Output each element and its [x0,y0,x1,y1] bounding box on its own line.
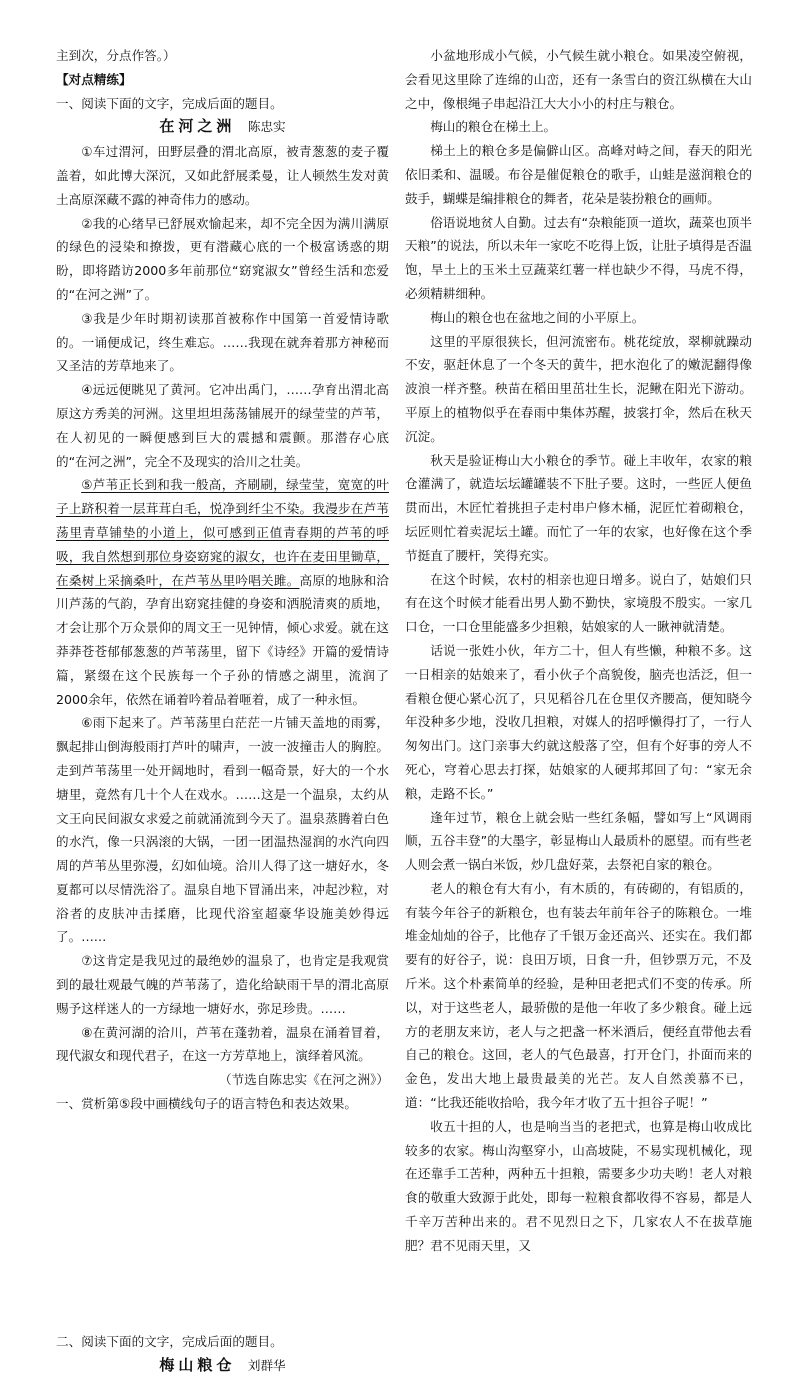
paragraph-5-rest: 高原的地脉和洽川芦荡的气韵，孕育出窈窕挂健的身姿和洒脱清爽的质地，才会让那个万众景仰的周文王一见钟情，倾心求爱。就在这莽莽苍苍郁郁葱葱的芦苇荡里，留下《诗经》开篇的爱情诗篇，紧缀在这个民族每一个子孙的情感之湖里，流润了2000余年，依然在诵着吟着品着咂着，成了一种永恒。 [56,572,390,707]
paragraph-8: ⑧在黄河湖的洽川，芦苇在蓬勃着，温泉在涌着冒着，现代淑女和现代君子，在这一方芳草地上，演绎着风流。 [56,1024,389,1064]
article2-paragraph-7: 秋天是验证梅山大小粮仓的季节。碰上丰收年，农家的粮仓灌满了，就造坛坛罐罐装不下肚子要。这时，一些匠人便鱼贯而出，木匠忙着挑担子走村串户修木桶，泥匠忙着砌粮仓，坛匠则忙着卖泥坛土罐。而忙了一年的农家，也好像在这个季节挺直了腰杆，笑得充实。 [405,452,752,563]
right-column [405,44,752,1258]
article2-paragraph-12: 收五十担的人，也是响当当的老把式，也算是梅山收成比较多的农家。梅山沟壑穿小，山高坡陡，不易实现机械化，现在还靠手工苦种，两种五十担粮，需要多少功夫哟！老人对粮食的敬重大致源于此处，即每一粒粮食都收得不容易，都是人千辛万苦种出来的。君不见烈日之下，几家农人不在拔草施肥？君不见雨天里，又 [405,1118,752,1253]
article2-paragraph-1: 小盆地形成小气候，小气候生就小粮仓。如果凌空俯视，会看见这里除了连绵的山峦，还有一条雪白的资江纵横在大山之中，像根绳子串起沿江大大小小的村庄与粮仓。 [405,48,752,111]
article1-title: 在河之洲 [159,117,236,136]
article2-paragraph-8: 在这个时候，农村的相亲也迎日增多。说白了，姑娘们只有在这个时候才能看出男人勤不勤快，家境殷不殷实。一家几口仓，一口仓里能盛多少担粮，姑娘家的人一瞅神就清楚。 [405,571,752,635]
question1-instruction: 一、阅读下面的文字，完成后面的题目。 [56,95,283,111]
article2-paragraph-3: 梯土上的粮仓多是偏僻山区。高峰对峙之间，春天的阳光依旧柔和、温暖。布谷是催促粮仓的歌手，山蛙是滋润粮仓的鼓手，蝴蝶是编排粮仓的舞者，花朵是装扮粮仓的画师。 [405,143,752,206]
paragraph-3: ③我是少年时期初读那首被称作中国第一首爱情诗歌的。一诵便成记，终生难忘。……我现在就奔着那方神秘而又圣洁的芳草地来了。 [56,310,389,374]
article2-author: 刘群华 [247,1357,286,1373]
paragraph-4: ④远远便眺见了黄河。它冲出禹门，……孕育出渭北高原这方秀美的河洲。这里坦坦荡荡铺展开的绿莹莹的芦苇，在人初见的一瞬便感到巨大的震撼和震颤。那潜存心底的“在河之洲”，完全不及现实的洽川之壮美。 [56,382,389,469]
paragraph-7: ⑦这肯定是我见过的最绝妙的温泉了，也肯定是我观赏到的最壮观最气魄的芦苇荡了，造化给缺雨干旱的渭北高原赐予这样迷人的一方绿地一塘好水，弥足珍贵。…… [56,953,389,1016]
article1-author: 陈忠实 [247,119,286,135]
left-column [56,44,389,1378]
paragraph-6: ⑥雨下起来了。芦苇荡里白茫茫一片铺天盖地的雨雾，飘起排山倒海般雨打芦叶的啸声，一波一波撞击人的胸腔。走到芦苇荡里一处开阔地时，看到一幅奇景，好大的一个水塘里，竟然有几十个人在戏水。……这是一个温泉，太约从文王向民间淑女求爱之前就涌流到今天了。温泉蒸腾着白色的水汽，像一只涡滚的大锅，一团一团温热湿润的水汽向四周的芦苇丛里弥漫，幻如仙境。洽川人得了这一塘好水，冬夏都可以尽情洗浴了。温泉自地下冒涌出来，冲起沙粒，对浴者的皮肤冲击揉磨，比现代浴室超豪华设施美妙得远了。…… [56,715,389,945]
article2-paragraph-4: 俗语说地贫人自勤。过去有“杂粮能顶一道坎，蔬菜也顶半天粮”的说法，所以未年一家吃不吃得上饭，让肚子填得是否温饱，旱土上的玉米土豆蔬菜红薯一样也缺少不得，马虎不得，必须精耕细种。 [405,214,752,301]
article2-paragraph-5: 梅山的粮仓也在盆地之间的小平原上。 [430,309,645,325]
article2-paragraph-2: 梅山的粮仓在梯土上。 [430,119,557,135]
question2-instruction: 二、阅读下面的文字，完成后面的题目。 [56,1333,283,1349]
article2-paragraph-6: 这里的平原很狭长，但河流密布。桃花绽放，翠柳就躁动不安，驱赶休息了一个冬天的黄牛，把水泡化了的嫩泥翻得像波浪一样齐整。秧苗在稻田里茁壮生长，泥鳅在阳光下游动。平原上的植物似乎在春雨中集体苏醒，披裳打伞，然后在秋天沉淀。 [405,333,752,444]
intro-text: 主到次，分点作答。） [56,48,176,63]
article2-title-line [56,1354,389,1378]
answer-space [56,1116,389,1330]
question1-prompt: 一、赏析第⑤段中画横线句子的语言特色和表达效果。 [56,1096,357,1112]
underlined-sentence: ⑤芦苇正长到和我一般高，齐刷刷，绿莹莹，宽宽的叶子上跻积着一层茸茸白毛，悦净到纤尘不染。我漫步在芦苇荡里青草铺垫的小道上，似可感到正值青春期的芦苇的呼吸，我自然想到那位身姿窈窕的淑女，也许在麦田里锄草，在桑树上采摘桑叶，在芦苇丛里吟唱关雎。 [56,477,389,588]
article2-paragraph-11: 老人的粮仓有大有小，有木质的，有砖砌的，有铝质的，有装今年谷子的新粮仓，也有装去年前年谷子的陈粮仓。一堆堆金灿灿的谷子，比他存了千银万金还高兴、还实在。我们都要有的好谷子，说：良田万顷，日食一升，但钞票万元，不及斤米。这个朴素简单的经验，是种田老把式们不变的传承。所以，对于这些老人，最骄傲的是他一年收了多少粮食。碰上远方的老朋友来访，老人与之把盏一杯米酒后，便经直带他去看自己的粮仓。这回，老人的气色最喜，打开仓门，扑面而来的金色，发出大地上最贵最美的光芒。友人自然羡慕不已，道：“比我还能收拾哈，我今年才收了五十担谷子呢！” [405,880,752,1111]
article2-paragraph-9: 话说一张姓小伙，年方二十，但人有些懒，种粮不多。这一日相亲的姑娘来了，看小伙子个高貌俊，脑壳也活泛，但一看粮仓便心紧心沉了，只见稻谷几在仓里仅齐腰高，便知晓今年没种多少地，没收几担粮，对媒人的招呼懒得打了，一行人匆匆出门。这门亲事大约就这般落了空，但有个好事的旁人不死心，穹着心思去打探，姑娘家的人硬邦邦回了句：“家无余粮，走路不长。” [405,642,752,801]
source-citation: （节选自陈忠实《在河之洲》） [218,1072,389,1088]
paragraph-1: ①车过渭河，田野层叠的渭北高原，被青葱葱的麦子覆盖着，如此博大深沉，又如此舒展柔曼，让人顿然生发对黄土高原深藏不露的神奇伟力的感动。 [56,144,389,207]
practice-heading: 【对点精练】 [56,71,132,87]
article2-paragraph-10: 逢年过节，粮仓上就会贴一些红条幅，譬如写上“风调雨顺，五谷丰登”的大墨字，彰显梅山人最质朴的愿望。而有些老人则会煮一锅白米饭，炒几盘好菜，去祭祀自家的粮仓。 [405,809,752,873]
article1-title-line [56,115,389,140]
paragraph-2: ②我的心绪早已舒展欢愉起来，却不完全因为满川满原的绿色的浸染和撩拨，更有潜藏心底的一个极富诱惑的期盼，即将踏访2000多年前那位“窈窕淑女”曾经生活和恋爱的“在河之洲”了。 [56,215,389,302]
article2-title: 梅山粮仓 [159,1355,236,1374]
paragraph-5 [56,473,389,711]
